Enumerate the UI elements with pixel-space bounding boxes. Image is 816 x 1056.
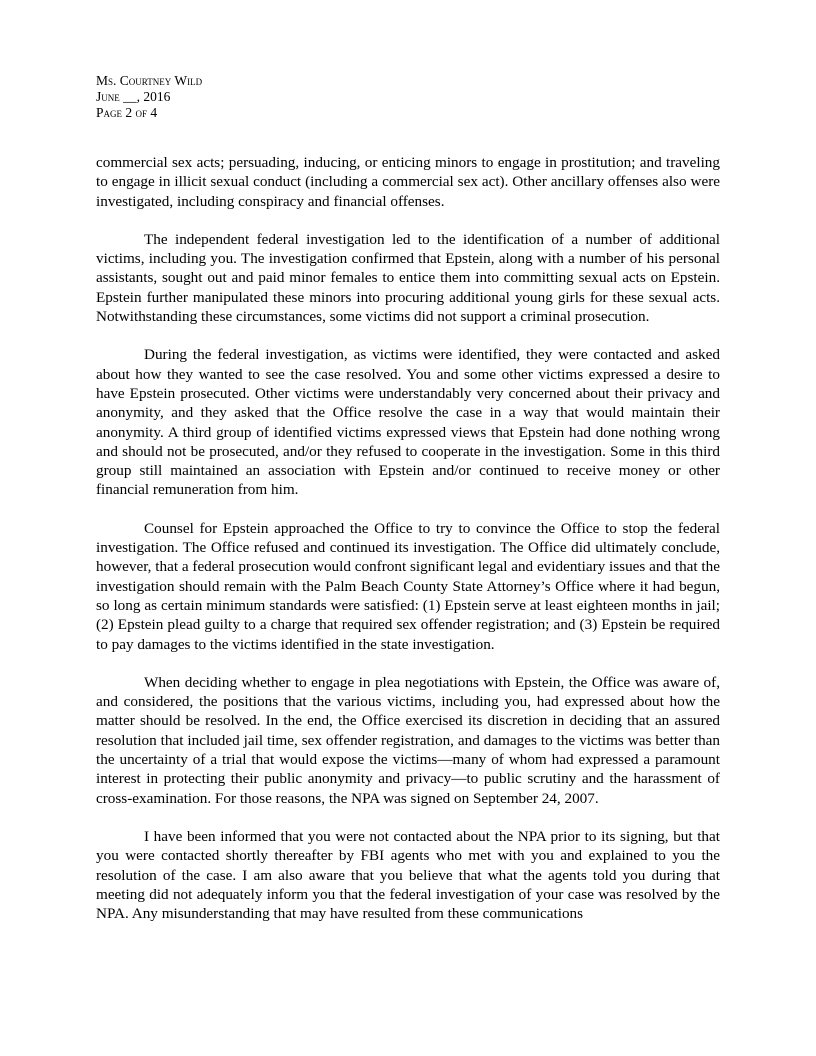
paragraph-npa-contact: I have been informed that you were not contacted about the NPA prior to its signing, but that you were contacted shortly thereafter by FBI agents who met with you and explained to you the resolution of the case. I am also aware that you believe that what the agents told you during that meeting did not adequately inform you that the federal investigation of your case was resolved by the NPA. Any misunderstanding that may have resulted from these communications	[96, 827, 720, 923]
paragraph-counsel: Counsel for Epstein approached the Office to try to convince the Office to stop the federal investigation. The Office refused and continued its investigation. The Office did ultimately conclude, however, that a federal prosecution would confront significant legal and evidentiary issues and that the investigation should remain with the Palm Beach County State Attorney’s Office where it had begun, so long as certain minimum standards were satisfied: (1) Epstein serve at least eighteen months in jail; (2) Epstein plead guilty to a charge that required sex offender registration; and (3) Epstein be required to pay damages to the victims identified in the state investigation.	[96, 519, 720, 653]
paragraph-continuation: commercial sex acts; persuading, inducing, or enticing minors to engage in prostitution; and traveling to engage in illicit sexual conduct (including a commercial sex act). Other ancillary offenses also were investigated, including conspiracy and financial offenses.	[96, 154, 720, 210]
letter-date: June __, 2016	[96, 89, 171, 104]
paragraph-victims-views: During the federal investigation, as victims were identified, they were contacted and asked about how they wanted to see the case resolved. You and some other victims expressed a desire to have Epstein prosecuted. Other victims were understandably very concerned about their privacy and anonymity, and they asked that the Office resolve the case in a way that would maintain their anonymity. A third group of identified victims expressed views that Epstein had done nothing wrong and should not be prosecuted, and/or they refused to cooperate in the investigation. Some in this third group still maintained an association with Epstein and/or continued to receive money or other financial remuneration from him.	[96, 346, 720, 499]
paragraph-plea-negotiations: When deciding whether to engage in plea negotiations with Epstein, the Office was aware of, and considered, the positions that the various victims, including you, had expressed about how the matter should be resolved. In the end, the Office exercised its discretion in deciding that an assured resolution that included jail time, sex offender registration, and damages to the victims was better than the uncertainty of a trial that would expose the victims—many of whom had expressed a paramount interest in protecting their public anonymity and privacy—to public scrutiny and the harassment of cross-examination. For those reasons, the NPA was signed on September 24, 2007.	[96, 673, 720, 807]
letter-header	[96, 73, 720, 121]
letter-body	[96, 153, 720, 923]
recipient-name: Ms. Courtney Wild	[96, 73, 203, 88]
page-number: Page 2 of 4	[96, 105, 158, 120]
paragraph-investigation: The independent federal investigation led to the identification of a number of additional victims, including you. The investigation confirmed that Epstein, along with a number of his personal assistants, sought out and paid minor females to entice them into committing sexual acts on Epstein. Epstein further manipulated these minors into procuring additional young girls for these sexual acts. Notwithstanding these circumstances, some victims did not support a criminal prosecution.	[96, 230, 720, 326]
letter-page	[96, 73, 720, 942]
